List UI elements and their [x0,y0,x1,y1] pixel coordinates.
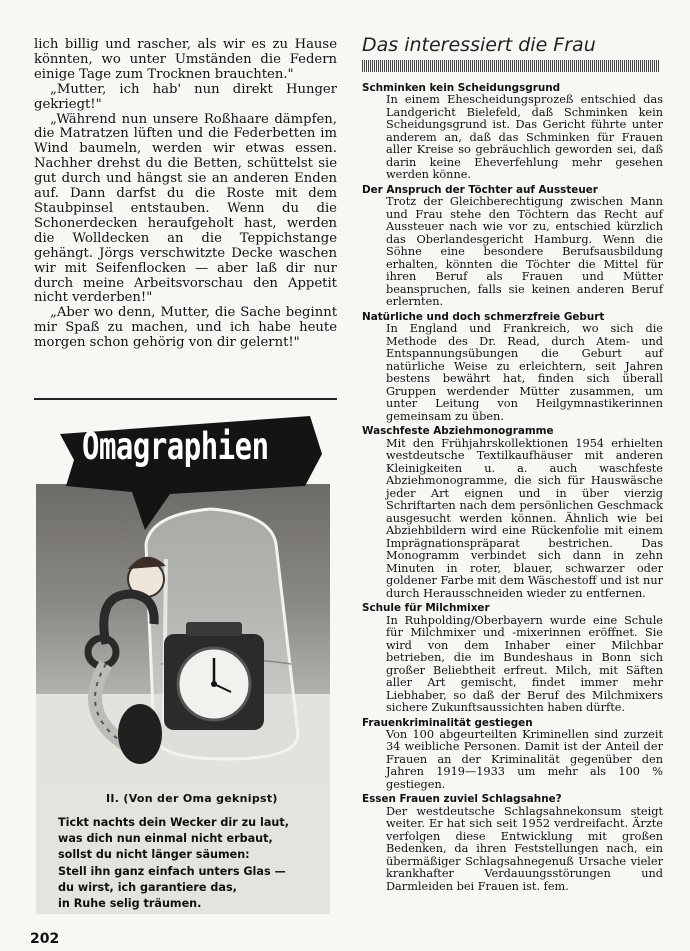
news-item [362,184,663,309]
page-number: 202 [30,931,60,947]
women-news-column [362,34,663,893]
news-item-heading: Frauenkriminalität gestiegen [362,716,533,729]
news-item-heading: Schule für Milchmixer [362,602,490,615]
news-item-heading: Der Anspruch der Töchter auf Aussteuer [362,183,598,196]
news-item-body: In einem Ehescheidungsprozeß entschied das Landgericht Bielefeld, daß Schminken kein Scheidungsgrund ist. Das Gericht führte unter anderem an, daß das Schminken für Frauen aller Kreise so gebräuchlich geworden sei, daß darin keine Eheverfehlung mehr gesehen werden könne. [386,93,663,182]
news-item-heading: Waschfeste Abziehmonogramme [362,425,554,438]
news-item-heading: Natürliche und doch schmerzfreie Geburt [362,310,605,323]
story-paragraph: „Aber wo denn, Mutter, die Sache beginnt mir Spaß zu machen, und ich habe heute morgen schon gehörig von dir gelernt!" [34,305,337,351]
news-item [362,425,663,600]
section-title: Das interessiert die Frau [362,34,596,56]
news-item-body: Der westdeutsche Schlagsahnekonsum steigt weiter. Er hat sich seit 1952 verdreifacht. Ärzte verfolgen diese Entwicklung mit großen Bedenken, da ihren Feststellungen nach, ein übermäßiger Schlagsahnegenuß Ursache vieler krankhafter Verdauungsstörungen und Darmleiden bei Frauen ist. fem. [386,804,663,893]
poem-line: was dich nun einmal nicht erbaut, [58,832,273,846]
caption-title: II. (Von der Oma geknipst) [106,792,278,805]
news-item [362,82,663,182]
news-item [362,602,663,714]
omagraphien-banner-title: Omagraphien [82,424,269,469]
news-item-body: Trotz der Gleichberechtigung zwischen Mann und Frau stehe den Töchtern das Recht auf Aussteuer nach wie vor zu, entschied kürzlich das Oberlandesgericht Hamburg. Wenn die Söhne eine besondere Berufsausbildung erhalten, könnten die Töchter die Mittel für ihren Beruf als Frauen und Mütter beanspruchen, falls sie keinen anderen Beruf erlernten. [386,195,663,309]
section-title-rule [362,60,660,72]
news-item-heading: Schminken kein Scheidungsgrund [362,82,561,94]
news-item-heading: Essen Frauen zuviel Schlagsahne? [362,793,562,806]
story-paragraph: „Mutter, ich hab' nun direkt Hunger gekriegt!" [34,81,337,112]
news-item-body: Mit den Frühjahrskollektionen 1954 erhielten westdeutsche Textilkaufhäuser mit anderen Kleinigkeiten u. a. auch waschfeste Abziehmonogramme, die sich für Hauswäsche jeder Art eignen und in über vierzig Schriftarten nach dem persönlichen Geschmack ausgesucht werden können. Ähnlich wie bei Abziehbildern wird eine Rückenfolie mit einem Imprägnationspräparat bestrichen. Das Monogramm verbindet sich dann in zehn Minuten in roter, blauer, schwarzer oder goldener Farbe mit dem Wäschestoff und ist nur durch Herausschneiden wieder zu entfernen. [386,436,663,600]
poem-line: in Ruhe selig träumen. [58,897,202,911]
story-continuation [34,38,337,351]
news-item [362,717,663,792]
caption-poem [58,815,328,912]
news-item [362,311,663,423]
poem-line: du wirst, ich garantiere das, [58,880,237,894]
column-divider-rule [34,398,337,400]
news-item [362,793,663,893]
news-item-body: Von 100 abgeurteilten Kriminellen sind zurzeit 34 weibliche Personen. Damit ist der Anteil der Frauen an der Kriminalität gegenüber den Jahren 1919—1933 um mehr als 100 % gestiegen. [386,727,663,791]
story-paragraph: lich billig und rascher, als wir es zu Hause könnten, wo unter Umständen die Federn einige Tage zum Trocknen brauchten." [34,37,337,82]
poem-line: Stell ihn ganz einfach unters Glas — [58,864,286,878]
story-paragraph: „Während nun unsere Roßhaare dämpfen, die Matratzen lüften und die Federbetten im Wind baumeln, werden wir etwas essen. Nachher drehst du die Betten, schüttelst sie gut durch und hängst sie an anderen Enden auf. Dann darfst du die Roste mit dem Staubpinsel entstauben. Wenn du die Schonerdecken heraufgeholt hast, werden die Wolldecken an die Teppichstange gehängt. Jörgs verschwitzte Decke waschen wir mit Seifenflocken — aber laß dir nur durch meine Arbeitsvorschau den Appetit nicht verderben!" [34,111,337,306]
poem-line: Tickt nachts dein Wecker dir zu laut, [58,816,289,829]
poem-line: sollst du nicht länger säumen: [58,848,250,862]
news-item-body: In Ruhpolding/Oberbayern wurde eine Schule für Milchmixer und -mixerinnen eröffnet. Sie wird von dem Inhaber einer Milchbar betrieben, die im Bundeshaus in Bonn sich großer Beliebtheit erfreut. Milch, mit Säften aller Art gemischt, findet immer mehr Liebhaber, so daß der Beruf des Milchmixers sichere Zukunftsaussichten haben dürfte. [386,613,663,715]
news-item-body: In England und Frankreich, wo sich die Methode des Dr. Read, durch Atem- und Entspannungsübungen die Geburt auf natürliche Weise zu erleichtern, seit Jahren bestens bewährt hat, finden sich überall Gruppen werdender Mütter zusammen, um unter Leitung von Heilgymnastikerinnen gemeinsam zu üben. [386,322,663,423]
